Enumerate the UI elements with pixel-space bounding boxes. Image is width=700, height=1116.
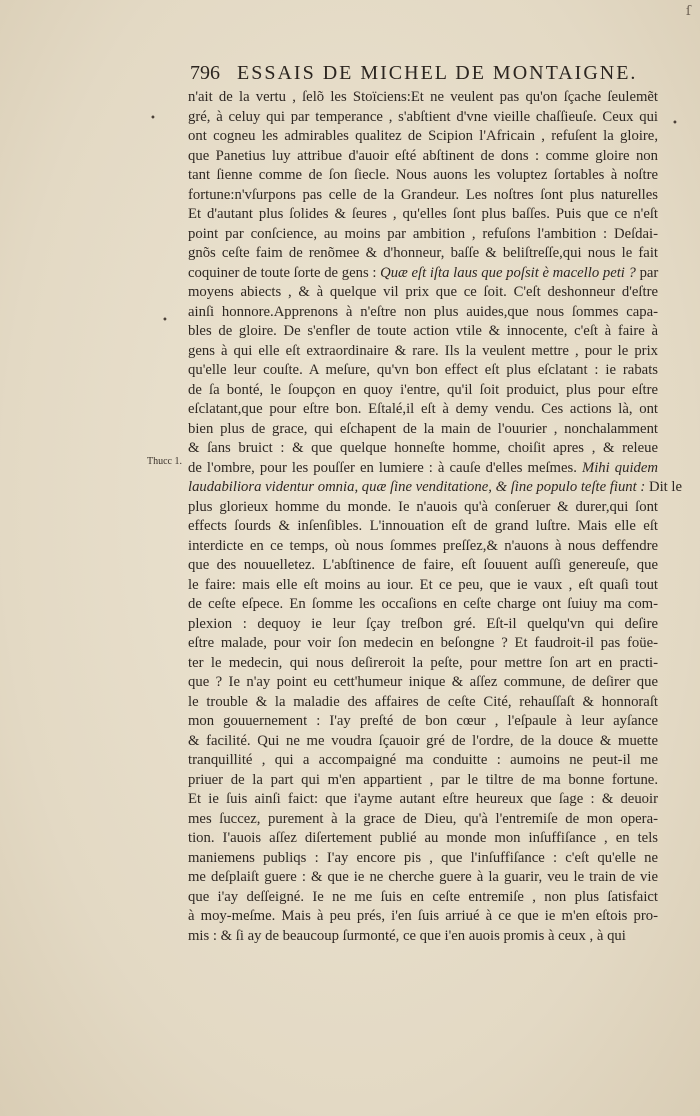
text-line: & facilité. Qui ne me voudra ſçauoir gré de l'ordre, de la douce & muette — [188, 732, 658, 749]
text-line: me deſplaiſt guere : & que ie ne cherche guere à la guarir, veu le train de vie — [188, 869, 658, 885]
text-line: maniemens publiqs : I'ay encore pis , que l'inſuffiſance : c'eſt qu'elle ne — [188, 849, 658, 866]
text-line: eſtre malade, pour voir ſon medecin en beſongne ? Et faudroit-il pas foüe- — [188, 635, 658, 651]
latin-quote: Quæ eſt iſta laus que poſsit è macello peti ? — [380, 264, 636, 281]
text-line: ter le medecin, qui nous deſireroit la peſte, pour mettre ſon art en practi- — [188, 654, 658, 671]
text-line: eſclatant,que pour eſtre bon. Eſtalé,il eſt à demy vendu. Ces actions là, ont — [188, 401, 658, 417]
text-line: & ſans bruict : & que quelque honneſte homme, choiſit apres , & releue — [188, 440, 658, 456]
latin-quote: Mihi quidem — [581, 459, 658, 476]
margin-dot: • — [672, 118, 678, 129]
page-number: 796 — [190, 62, 220, 84]
text-line: mes ſuccez, purement à la grace de Dieu, qu'à l'entremiſe de mon opera- — [188, 810, 658, 827]
text-line: Et ie ſuis ainſi faict: que i'ayme autant eſtre heureux que ſage : & deuoir — [188, 791, 658, 807]
text-line: que des nouuelletez. L'abſtinence de faire, eſt ſouuent auſſi genereuſe, que — [188, 557, 658, 573]
text-line: point par conſcience, au moins par ambition , refuſons l'ambition : Deſdai- — [188, 225, 658, 242]
margin-note: Thucc 1. — [147, 456, 182, 467]
text-line: interdicte en ce temps, où nous ſommes preſſez,& n'auons à nous deffendre — [188, 537, 658, 554]
text-line: que ? Ie n'ay point eu cett'humeur inique & aſſez commune, de deſirer que — [188, 674, 658, 690]
body-text — [188, 88, 683, 946]
page-header — [190, 62, 650, 85]
text-line: Et d'autant plus ſolides & ſeures , qu'elles ſont plus baſſes. Puis que ce n'eſt — [188, 206, 658, 222]
text-line: moyens abiects , & à quelque vil prix que ce ſoit. C'eſt deshonneur d'eſtre — [188, 284, 658, 300]
text-line: n'ait de la vertu , ſelõ les Stoïciens:Et ne veulent pas qu'on ſçache ſeulemẽt — [188, 89, 658, 105]
text-line: de ſa bonté, le ſoupçon en quoy i'entre, qu'il ſoit produict, plus pour eſtre — [188, 381, 658, 398]
text-line: bien plus de grace, qui eſchapent de la main de l'ouurier , nonchalamment — [188, 420, 658, 437]
running-title: ESSAIS DE MICHEL DE MONTAIGNE. — [237, 62, 638, 84]
text-line: bles de gloire. De s'enfler de toute action vtile & innocente, c'eſt à faire à — [188, 323, 658, 339]
text-line: mis : & ſi ay de beaucoup ſurmonté, ce que i'en auois promis à ceux , à qui — [188, 927, 626, 944]
latin-quote: laudabiliora videntur omnia, quæ ſine venditatione, & ſine populo teſte fiunt : — [188, 479, 646, 495]
text-line: que Panetius luy attribue d'auoir eſté abſtinent de dons : comme gloire non — [188, 147, 658, 164]
text-line: gens à qui elle eſt extraordinaire & rare. Ils la veulent mettre , pour le prix — [188, 342, 658, 359]
text-line: effects ſourds & inſenſibles. L'innouation eſt de grand luſtre. Mais elle eſt — [188, 518, 658, 534]
margin-dot: • — [162, 315, 168, 326]
text-line: de ceſte eſpece. En ſomme les occaſions en ceſte charge ont ſuiuy ma com- — [188, 596, 658, 612]
text-line: coquiner de toute ſorte de gens : Quæ eſt iſta laus que poſsit è macello peti ? par — [188, 264, 659, 281]
text-line: ont cogneu les admirables qualitez de Scipion l'Africain , refuſent la gloire, — [188, 128, 658, 144]
text-line: mon gouuernement : I'ay preſté de bon cœur , l'eſpaule à leur ayſance — [188, 713, 658, 729]
text-line: tranquillité , qui a accompaigné ma conduitte : aumoins ne peut-il me — [188, 752, 658, 768]
text-line: le faire: mais elle eſt moins au iour. Et ce peu, que ie vaux , eſt quaſi tout — [188, 576, 658, 593]
text-line: fortune:n'vſurpons pas celle de la Grandeur. Les noſtres ſont plus naturelles — [188, 186, 658, 203]
text-line: plus glorieux homme du monde. Ie n'auois qu'à conſeruer & durer,qui ſont — [188, 498, 658, 515]
text-line: que i'ay deſſeigné. Ie ne me ſuis en ceſte entremiſe , non plus ſatisfaict — [188, 888, 658, 905]
text-line: priuer de la part qui m'en appartient , par le tiltre de ma bonne fortune. — [188, 771, 658, 788]
text-line: gnõs ceſte faim de renõmee & d'honneur, baſſe & beliſtreſſe,qui nous le fait — [188, 245, 658, 261]
text-line: qu'elle leur couſte. A meſure, qu'vn bon effect eſt plus eſclatant : ie rabats — [188, 362, 658, 378]
text-line: ainſi honnore.Apprenons à n'eſtre non plus auides,que nous ſommes capa- — [188, 303, 658, 320]
text-line: laudabiliora videntur omnia, quæ ſine venditatione, & ſine populo teſte fiunt : Dit le — [188, 479, 683, 495]
text-line: à moy-meſme. Mais à peu prés, i'en ſuis arriué à ce que ie m'en eſtois pro- — [188, 908, 658, 924]
text-line: de l'ombre, pour les pouſſer en lumiere : à cauſe d'elles meſmes. Mihi quidem — [188, 459, 658, 476]
text-line: tion. I'auois aſſez diſertement publié au monde mon inſuffiſance , en tels — [188, 830, 658, 846]
corner-mark: ſ — [686, 4, 691, 19]
text-line: gré, à celuy qui par temperance , s'abſtient d'vne vieille chaſſieuſe. Ceux qui — [188, 108, 658, 125]
text-line: le trouble & la maladie des affaires de ceſte Cité, rehauſſaſt & honnoraſt — [188, 693, 658, 710]
margin-dot: • — [150, 113, 156, 124]
text-line: plexion : dequoy ie leur ſçay treſbon gré. Eſt-il quelqu'vn qui deſire — [188, 615, 658, 632]
text-line: tant ſienne comme de ſon ſiecle. Nous auons les voluptez ſortables à noſtre — [188, 167, 658, 183]
